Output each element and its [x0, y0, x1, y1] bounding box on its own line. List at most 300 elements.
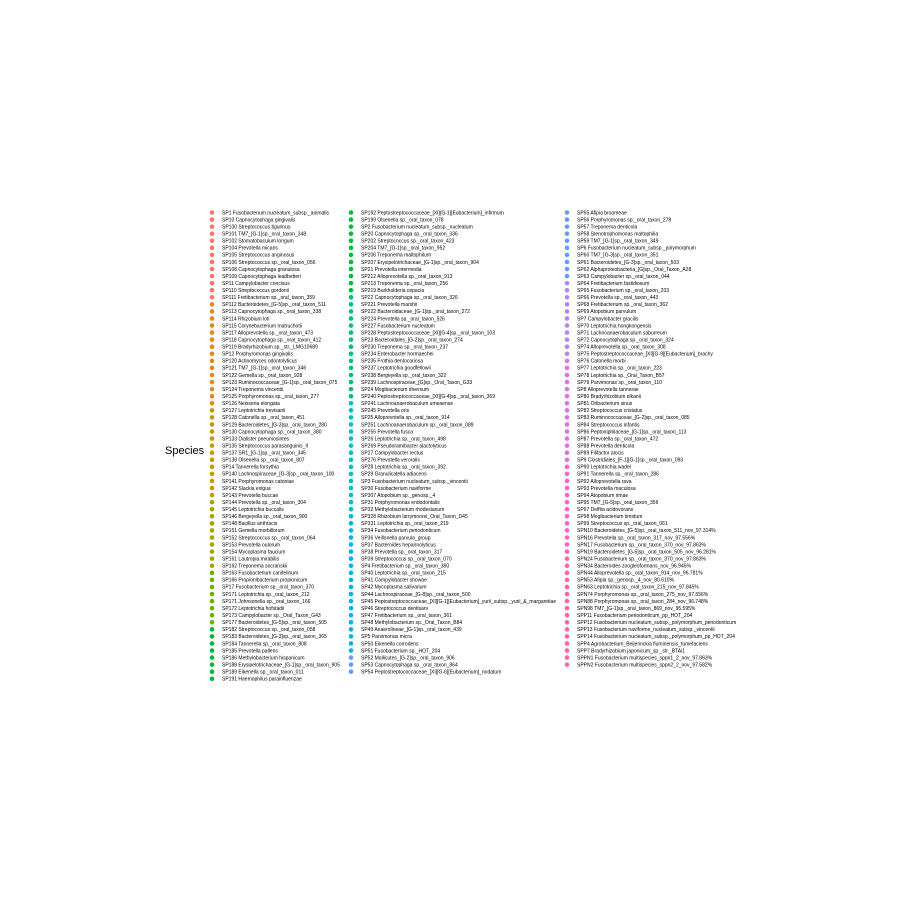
legend-key-dot	[565, 217, 570, 222]
legend-entry	[349, 429, 413, 435]
legend-key-dot	[210, 599, 215, 604]
legend-label: SP172 Leptotrichia hofstadii	[222, 605, 285, 612]
legend-entry	[565, 641, 709, 647]
legend-entry	[210, 238, 294, 244]
legend-label: SP184 Tannerella sp._oral_taxon_808	[222, 641, 307, 648]
legend-label: SP189 Eikenella sp._oral_taxon_011	[222, 669, 304, 676]
legend-key-dot	[210, 408, 215, 413]
legend-label: SP141 Porphyromonas catoniae	[222, 478, 294, 485]
legend-entry	[349, 352, 434, 358]
legend-label: SP1 Fusobacterium nucleatum_subsp._animalis	[222, 210, 329, 217]
legend-entry	[565, 316, 639, 322]
legend-label: SP89 Filifactor alocis	[577, 450, 624, 457]
legend-key-dot	[565, 415, 570, 420]
legend-key-dot	[210, 486, 215, 491]
legend-label: SP69 Atopobium parvulum	[577, 309, 637, 316]
legend-entry	[565, 535, 696, 541]
legend-key-dot	[349, 620, 354, 625]
legend-label: SPP11 Fusobacterium periodonticum_pp_HOT_204	[577, 613, 693, 620]
legend-key-dot	[349, 472, 354, 477]
legend-label: SP118 Capnocytophaga sp._oral_taxon_412	[222, 337, 322, 344]
legend-key-dot	[565, 295, 570, 300]
legend-entry	[565, 479, 632, 485]
legend-key-dot	[349, 309, 354, 314]
legend-key-dot	[349, 224, 354, 229]
legend-label: SP9 Clostridiales_[F-1][G-1]sp._oral_taxon_093	[577, 457, 684, 464]
legend-entry	[565, 238, 659, 244]
legend-label: SP54 Peptostreptococcaceae_[XI][G-6][Eubacterium]_nodatum	[361, 669, 502, 676]
legend-key-dot	[210, 387, 215, 392]
legend-label: SP62 Alphaproteobacteria_[G]sp._Oral_Taxon_A28	[577, 266, 692, 273]
legend-label: SP50 Eikenella corrodens	[361, 641, 419, 648]
legend-label: SP83 Ruminococcaceae_[G-2]sp._oral_taxon_085	[577, 415, 690, 422]
legend-label: SP185 Prevotella pallens	[222, 648, 278, 655]
legend-entry	[210, 507, 285, 513]
legend-entry	[210, 302, 327, 308]
legend-label: SP24 Mogibacterium diversum	[361, 386, 430, 393]
legend-key-dot	[565, 528, 570, 533]
legend-label: SP166 Propionibacterium propionicum	[222, 577, 308, 584]
legend-entry	[565, 373, 665, 379]
legend-entry	[565, 436, 659, 442]
legend-entry	[565, 571, 704, 577]
legend-entry	[210, 542, 280, 548]
legend-label: SP113 Capnocytophaga sp._oral_taxon_338	[222, 309, 322, 316]
legend-label: SP213 Treponema sp._oral_taxon_256	[361, 280, 449, 287]
legend-label: SP28 Leptotrichia sp._oral_taxon_392	[361, 464, 446, 471]
legend-entry	[565, 457, 684, 463]
legend-entry	[349, 662, 458, 668]
legend-entry	[210, 401, 280, 407]
legend-label: SP106 Streptococcus sp._oral_taxon_056	[222, 259, 316, 266]
legend-key-dot	[565, 231, 570, 236]
legend-key-dot	[210, 620, 215, 625]
legend-label: SP161 Lautropia mirabilis	[222, 556, 279, 563]
legend-label: SP88 Prevotella denticola	[577, 443, 635, 450]
legend-entry	[210, 450, 306, 456]
legend-key-dot	[210, 217, 215, 222]
legend-key-dot	[349, 521, 354, 526]
legend-label: SP105 Streptococcus anginosus	[222, 252, 295, 259]
legend-entry	[349, 443, 447, 449]
legend-entry	[210, 344, 318, 350]
legend-key-dot	[349, 366, 354, 371]
legend-label: SP122 Gemella sp._oral_taxon_928	[222, 372, 303, 379]
legend-key-dot	[349, 330, 354, 335]
legend-key-dot	[210, 528, 215, 533]
legend-entry	[210, 309, 322, 315]
legend-entry	[565, 274, 670, 280]
legend-key-dot	[565, 479, 570, 484]
legend-key-dot	[565, 344, 570, 349]
legend-key-dot	[210, 373, 215, 378]
legend-entry	[349, 486, 432, 492]
legend-entry	[565, 260, 680, 266]
legend-label: SP92 Alloprevotella rava	[577, 478, 632, 485]
legend-key-dot	[349, 436, 354, 441]
legend-entry	[210, 556, 280, 562]
legend-key-dot	[349, 578, 354, 583]
legend-title: Species	[165, 445, 205, 457]
legend-key-dot	[565, 493, 570, 498]
legend-label: SP21 Prevotella intermedia	[361, 266, 422, 273]
legend-key-dot	[349, 387, 354, 392]
legend-label: SP123 Ruminococcaceae_[G-1]sp._oral_taxon_075	[222, 379, 338, 386]
legend-entry	[349, 422, 474, 428]
legend-label: SP238 Bergeyella sp._oral_taxon_322	[361, 372, 447, 379]
legend-label: SP115 Corynebacterium matruchotii	[222, 323, 302, 330]
legend-label: SP48 Methylobacterium sp._Oral_Taxon_B84	[361, 620, 463, 627]
legend-label: SP78 Leptotrichia sp._Oral_Taxon_B57	[577, 372, 665, 379]
legend-label: SP148 Bacillus anthracis	[222, 521, 278, 528]
legend-entry	[210, 231, 307, 237]
legend-label: SP68 Fretibacterium sp._oral_taxon_362	[577, 302, 668, 309]
legend-entry	[210, 217, 296, 223]
legend-label: SPN10 Bacteroidetes_[G-5]sp._oral_taxon_511_nov_97.314%	[577, 528, 716, 535]
legend-key-dot	[349, 450, 354, 455]
legend-key-dot	[210, 648, 215, 653]
legend-key-dot	[210, 323, 215, 328]
legend-label: SP29 Granulicatella adiacens	[361, 471, 427, 478]
legend-label: SP245 Prevotella oris	[361, 408, 410, 415]
legend-label: SPN19 Bacteroidetes_[G-5]sp._oral_taxon_505_nov_96.281%	[577, 549, 716, 556]
legend-key-dot	[565, 627, 570, 632]
legend-entry	[210, 465, 279, 471]
legend-label: SP204 TM7_[G-1]sp._oral_taxon_952	[361, 245, 446, 252]
legend-entry	[349, 415, 450, 421]
legend-key-dot	[349, 281, 354, 286]
legend-key-dot	[210, 352, 215, 357]
legend-key-dot	[565, 359, 570, 364]
legend-entry	[349, 563, 450, 569]
legend-key-dot	[565, 578, 570, 583]
legend-key-dot	[349, 571, 354, 576]
legend-entry	[349, 224, 473, 230]
legend-key-dot	[565, 500, 570, 505]
legend-key-dot	[210, 655, 215, 660]
legend-label: SP199 Olsenella sp._oral_taxon_078	[361, 217, 444, 224]
legend-key-dot	[349, 549, 354, 554]
legend-entry	[565, 309, 637, 315]
legend-label: SP64 Fretibacterium fastidiosum	[577, 280, 650, 287]
legend-key-dot	[565, 549, 570, 554]
legend-entry	[210, 521, 278, 527]
legend-label: SP14 Tannerella forsythia	[222, 464, 279, 471]
legend-label: SPPN1 Fusobacterium multispecies_sppn1_2_nov_97.863%	[577, 655, 713, 662]
legend-key-dot	[349, 585, 354, 590]
legend-label: SP228 Peptostreptococcaceae_[XI][G-4]sp._oral_taxon_103	[361, 330, 495, 337]
legend-label: SP109 Capnocytophaga leadbetteri	[222, 273, 301, 280]
legend-key-dot	[349, 231, 354, 236]
legend-label: SP143 Prevotella buccae	[222, 492, 279, 499]
legend-label: SP6 Fusobacterium nucleatum_subsp._polymorphum	[577, 245, 696, 252]
legend-label: SP44 Lachnospiraceae_[G-8]sp._oral_taxon_500	[361, 591, 471, 598]
legend-key-dot	[210, 443, 215, 448]
legend-entry	[349, 627, 462, 633]
legend-entry	[349, 669, 502, 675]
legend-entry	[349, 535, 431, 541]
legend-entry	[349, 436, 446, 442]
legend-label: SP40 Leptotrichia sp._oral_taxon_215	[361, 570, 446, 577]
legend-key-dot	[565, 366, 570, 371]
legend-entry	[349, 528, 441, 534]
legend-key-dot	[210, 309, 215, 314]
legend-entry	[349, 578, 427, 584]
legend-key-dot	[210, 472, 215, 477]
legend-label: SP95 TM7_[G-5]sp._oral_taxon_356	[577, 499, 659, 506]
legend-label: SP221 Prevotella marshii	[361, 302, 418, 309]
legend-label: SP8 Alloprevotella tannerae	[577, 386, 639, 393]
legend-key-dot	[565, 267, 570, 272]
legend-key-dot	[349, 238, 354, 243]
legend-entry	[565, 507, 634, 513]
legend-label: SP77 Leptotrichia sp._oral_taxon_223	[577, 365, 662, 372]
legend-key-dot	[565, 592, 570, 597]
legend-label: SP31 Porphyromonas endodontalis	[361, 499, 440, 506]
legend-entry	[210, 373, 303, 379]
legend-label: SP5 Parvimonas micra	[361, 634, 412, 641]
legend-key-dot	[565, 571, 570, 576]
legend-entry	[565, 422, 640, 428]
legend-entry	[565, 295, 659, 301]
legend-entry	[210, 563, 288, 569]
legend-entry	[349, 507, 445, 513]
legend-label: SP3 Fusobacterium nucleatum_subsp._vincentii	[361, 478, 468, 485]
legend-label: SP94 Atopobium rimae	[577, 492, 629, 499]
legend-key-dot	[565, 422, 570, 427]
legend-key-dot	[349, 613, 354, 618]
legend-label: SP90 Leptotrichia wadei	[577, 464, 631, 471]
legend-label: SP188 Erysipelotrichaceae_[G-1]sp._oral_taxon_905	[222, 662, 340, 669]
legend-entry	[349, 309, 470, 315]
legend-label: SP80 Bradyrhizobium elkanii	[577, 393, 641, 400]
legend-key-dot	[565, 210, 570, 215]
legend-label: SP45 Peptostreptococcaceae_[XI][G-1][Eubacterium]_yurii_subsp._yurii_&_margaretiae	[361, 598, 557, 605]
legend-entry	[565, 648, 686, 654]
legend-key-dot	[565, 556, 570, 561]
legend-key-dot	[349, 394, 354, 399]
legend-label: SP153 Prevotella oulorum	[222, 542, 281, 549]
legend-entry	[210, 288, 289, 294]
legend-label: SPN34 Bacteroides zoogleoformans_nov_96.945%	[577, 563, 691, 570]
legend-label: SP171 Leptotrichia sp._oral_taxon_212	[222, 591, 310, 598]
legend-entry	[565, 662, 713, 668]
legend-label: SP255 Prevotella fusca	[361, 429, 413, 436]
legend-key-dot	[565, 655, 570, 660]
legend-entry	[565, 253, 659, 259]
legend-entry	[210, 493, 279, 499]
legend-entry	[349, 366, 431, 372]
legend-key-dot	[565, 316, 570, 321]
legend-label: SP145 Leptotrichia buccalis	[222, 507, 284, 514]
legend-label: SP53 Capnocytophaga sp._oral_taxon_864	[361, 662, 458, 669]
legend-key-dot	[210, 281, 215, 286]
legend-label: SP111 Fretibacterium sp._oral_taxon_359	[222, 295, 315, 302]
legend-label: SP120 Actinomyces odontolyticus	[222, 358, 298, 365]
legend-key-dot	[210, 316, 215, 321]
legend-entry	[210, 457, 305, 463]
legend-label: SP99 Streptococcus sp._oral_taxon_061	[577, 521, 668, 528]
legend-entry	[210, 267, 300, 273]
legend-entry	[565, 556, 707, 562]
legend-label: SP47 Fretibacterium sp._oral_taxon_361	[361, 613, 452, 620]
legend-label: SP17 Fusobacterium sp._oral_taxon_370	[222, 584, 315, 591]
legend-entry	[210, 592, 310, 598]
legend-key-dot	[210, 295, 215, 300]
legend-entry	[349, 253, 431, 259]
legend-entry	[210, 429, 322, 435]
legend-label: SP173 Campylobacter sp._Oral_Taxon_G43	[222, 613, 321, 620]
legend-entry	[349, 408, 410, 414]
legend-label: SP135 Streptococcus parasanguinis_II	[222, 443, 309, 450]
legend-key-dot	[565, 260, 570, 265]
legend-key-dot	[349, 373, 354, 378]
legend-label: SP235 Frothia dentocariosa	[361, 358, 423, 365]
legend-entry	[565, 344, 666, 350]
legend-label: SP52 Mollicutes_[G-2]sp._oral_taxon_906	[361, 655, 455, 662]
legend-entry	[210, 260, 316, 266]
legend-label: SP182 Streptococcus sp._oral_taxon_058	[222, 627, 316, 634]
legend-label: SP46 Streptococcus dentisani	[361, 605, 428, 612]
legend-entry	[210, 500, 306, 506]
legend-entry	[565, 267, 692, 273]
legend-label: SP146 Bergeyella sp._oral_taxon_900	[222, 514, 308, 521]
legend-key-dot	[349, 599, 354, 604]
legend-key-dot	[565, 352, 570, 357]
legend-label: SP212 Alloprevotella sp._oral_taxon_913	[361, 273, 453, 280]
legend-entry	[349, 634, 412, 640]
legend-key-dot	[210, 210, 215, 215]
legend-key-dot	[565, 535, 570, 540]
legend-key-dot	[210, 549, 215, 554]
legend-entry	[210, 613, 321, 619]
legend-key-dot	[349, 493, 354, 498]
legend-entry	[210, 627, 316, 633]
legend-key-dot	[349, 528, 354, 533]
legend-entry	[565, 500, 659, 506]
legend-key-dot	[210, 669, 215, 674]
legend-label: SP57 Treponema denticola	[577, 224, 638, 231]
legend-key-dot	[565, 429, 570, 434]
legend-key-dot	[565, 662, 570, 667]
legend-label: SP328 Rhizobium larrymoorei_Oral_Taxon_D45	[361, 514, 468, 521]
legend-key-dot	[349, 260, 354, 265]
legend-label: SPN88 Porphyromonas sp._oral_taxon_284_nov_96.748%	[577, 598, 709, 605]
legend-key-dot	[565, 521, 570, 526]
legend-key-dot	[210, 429, 215, 434]
legend-label: SP130 Capnocytophaga sp._oral_taxon_380	[222, 429, 322, 436]
legend-entry	[565, 528, 716, 534]
legend-key-dot	[349, 323, 354, 328]
legend-entry	[210, 316, 270, 322]
legend-label: SP87 Prevotella sp._oral_taxon_472	[577, 436, 659, 443]
legend-key-dot	[565, 401, 570, 406]
legend-entry	[565, 337, 674, 343]
legend-entry	[565, 514, 643, 520]
legend-label: SP219 Burkholderia cepacia	[361, 288, 425, 295]
legend-key-dot	[565, 507, 570, 512]
legend-entry	[565, 359, 626, 365]
legend-key-dot	[210, 415, 215, 420]
legend-entry	[210, 620, 327, 626]
legend-label: SP186 Methylobacterium hispanicum	[222, 655, 305, 662]
legend-label: SP206 Treponema maltophilum	[361, 252, 432, 259]
legend-key-dot	[349, 408, 354, 413]
legend-key-dot	[349, 486, 354, 491]
legend-entry	[210, 599, 311, 605]
legend-key-dot	[349, 606, 354, 611]
legend-label: SP70 Leptotrichia hongkongensis	[577, 323, 652, 330]
legend-entry	[210, 578, 308, 584]
legend-entry	[210, 394, 320, 400]
legend-entry	[565, 443, 635, 449]
legend-entry	[210, 281, 291, 287]
legend-label: SP72 Capnocytophaga sp._oral_taxon_324	[577, 337, 674, 344]
legend-label: SP183 Bacteroidetes_[G-3]sp._oral_taxon_365	[222, 634, 327, 641]
legend-key-dot	[210, 450, 215, 455]
legend-key-dot	[210, 231, 215, 236]
legend-label: SP39 Streptococcus sp._oral_taxon_070	[361, 556, 452, 563]
legend-entry	[210, 253, 295, 259]
legend-entry	[210, 443, 308, 449]
legend-entry	[565, 606, 696, 612]
legend-key-dot	[565, 394, 570, 399]
legend-key-dot	[210, 613, 215, 618]
legend-label: SPN53 Afipia sp._genosp._4_nov_80.610%	[577, 577, 675, 584]
legend-key-dot	[210, 465, 215, 470]
legend-key-dot	[565, 634, 570, 639]
legend-entry	[565, 486, 636, 492]
legend-key-dot	[210, 662, 215, 667]
legend-key-dot	[210, 274, 215, 279]
legend-key-dot	[210, 337, 215, 342]
legend-entry	[565, 323, 652, 329]
legend-entry	[349, 641, 419, 647]
legend-key-dot	[349, 507, 354, 512]
legend-entry	[565, 394, 641, 400]
legend-entry	[349, 549, 443, 555]
legend-entry	[210, 535, 316, 541]
legend-entry	[349, 274, 453, 280]
legend-key-dot	[210, 436, 215, 441]
legend-key-dot	[349, 359, 354, 364]
legend-entry	[565, 521, 668, 527]
legend-entry	[565, 288, 670, 294]
legend-label: SP117 Alloprevotella sp._oral_taxon_473	[222, 330, 314, 337]
legend-key-dot	[349, 556, 354, 561]
legend-entry	[565, 380, 662, 386]
legend-entry	[349, 401, 454, 407]
legend-label: SP133 Dialister pneumosintes	[222, 436, 289, 443]
legend-entry	[210, 472, 335, 478]
legend-key-dot	[565, 380, 570, 385]
legend-entry	[349, 302, 417, 308]
legend-label: SP144 Prevotella sp._oral_taxon_304	[222, 499, 306, 506]
legend-label: SP269 Pseudoramibacter alactolyticus	[361, 443, 447, 450]
legend-key-dot	[210, 330, 215, 335]
legend-entry	[565, 366, 662, 372]
legend-label: SP137 SR1_[G-1]sp._oral_taxon_345	[222, 450, 306, 457]
legend-entry	[349, 592, 471, 598]
legend-label: SP12 Porphyromonas gingivalis	[222, 351, 293, 358]
legend-label: SP114 Rhizobium loti	[222, 316, 270, 323]
legend-key-dot	[210, 401, 215, 406]
legend-entry	[210, 528, 285, 534]
legend-entry	[565, 450, 624, 456]
legend-key-dot	[349, 295, 354, 300]
legend-entry	[349, 514, 468, 520]
legend-key-dot	[565, 253, 570, 258]
